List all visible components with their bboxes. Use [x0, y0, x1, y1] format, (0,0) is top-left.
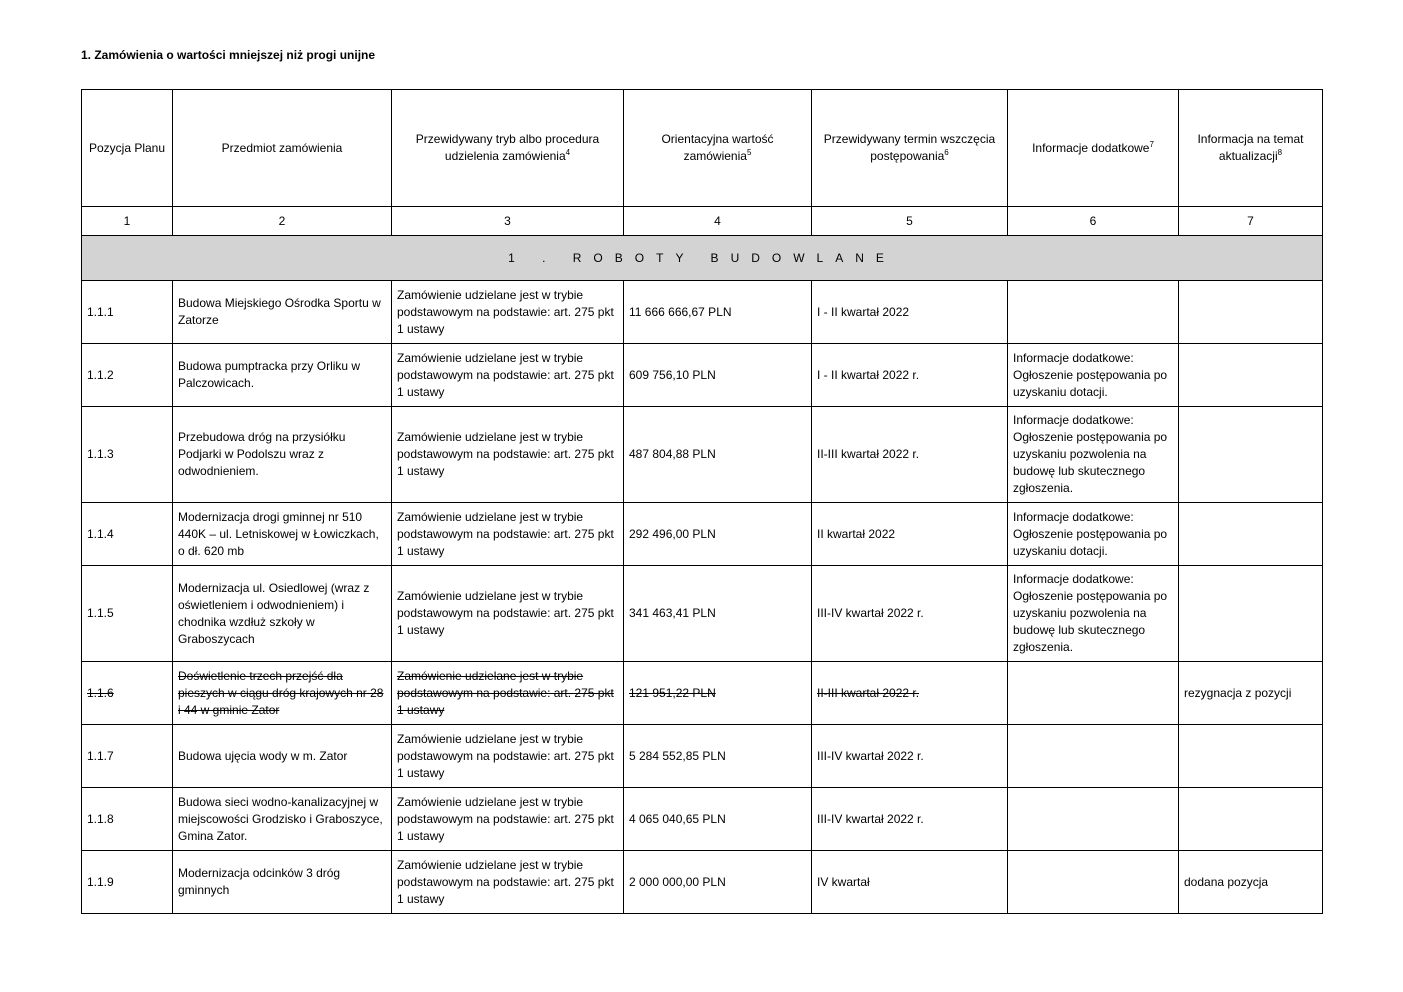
- cell-position: 1.1.8: [82, 788, 173, 851]
- cell-subject: Doświetlenie trzech przejść dla pieszych w ciągu dróg krajowych nr 28 i 44 w gminie Zator: [173, 662, 392, 725]
- cell-term: II kwartał 2022: [812, 503, 1008, 566]
- header-subject: Przedmiot zamówienia: [173, 90, 392, 207]
- header-term: Przewidywany termin wszczęcia postępowania$^6$: [812, 90, 1008, 207]
- header-row: [82, 90, 1323, 207]
- procurement-plan-table: [81, 89, 1323, 914]
- cell-value: 2 000 000,00 PLN: [624, 851, 812, 914]
- category-label: 1 . ROBOTY BUDOWLANE: [82, 236, 1323, 281]
- category-row: [82, 236, 1323, 281]
- cell-info: [1008, 788, 1179, 851]
- cell-mode: Zamówienie udzielane jest w trybie podstawowym na podstawie: art. 275 pkt 1 ustawy: [392, 407, 624, 503]
- header-info: Informacje dodatkowe$^7$: [1008, 90, 1179, 207]
- cell-position: 1.1.7: [82, 725, 173, 788]
- cell-mode: Zamówienie udzielane jest w trybie podstawowym na podstawie: art. 275 pkt 1 ustawy: [392, 281, 624, 344]
- cell-term: III-IV kwartał 2022 r.: [812, 725, 1008, 788]
- cell-term: IV kwartał: [812, 851, 1008, 914]
- table-row: [82, 566, 1323, 662]
- cell-position: 1.1.1: [82, 281, 173, 344]
- column-number: 2: [173, 207, 392, 236]
- table-row: [82, 344, 1323, 407]
- cell-info: [1008, 281, 1179, 344]
- table-row: [82, 503, 1323, 566]
- cell-update: [1179, 407, 1323, 503]
- cell-mode: Zamówienie udzielane jest w trybie podstawowym na podstawie: art. 275 pkt 1 ustawy: [392, 725, 624, 788]
- column-number: 7: [1179, 207, 1323, 236]
- cell-mode: Zamówienie udzielane jest w trybie podstawowym na podstawie: art. 275 pkt 1 ustawy: [392, 662, 624, 725]
- cell-position: 1.1.9: [82, 851, 173, 914]
- cell-value: 487 804,88 PLN: [624, 407, 812, 503]
- column-number: 4: [624, 207, 812, 236]
- cell-position: 1.1.2: [82, 344, 173, 407]
- cell-info: Informacje dodatkowe: Ogłoszenie postępowania po uzyskaniu pozwolenia na budowę lub skutecznego zgłoszenia.: [1008, 566, 1179, 662]
- cell-subject: Modernizacja drogi gminnej nr 510 440K – ul. Letniskowej w Łowiczkach, o dł. 620 mb: [173, 503, 392, 566]
- cell-info: Informacje dodatkowe: Ogłoszenie postępowania po uzyskaniu dotacji.: [1008, 503, 1179, 566]
- header-value: Orientacyjna wartość zamówienia$^5$: [624, 90, 812, 207]
- cell-subject: Budowa pumptracka przy Orliku w Palczowicach.: [173, 344, 392, 407]
- cell-mode: Zamówienie udzielane jest w trybie podstawowym na podstawie: art. 275 pkt 1 ustawy: [392, 503, 624, 566]
- cell-value: 341 463,41 PLN: [624, 566, 812, 662]
- cell-subject: Modernizacja odcinków 3 dróg gminnych: [173, 851, 392, 914]
- cell-info: [1008, 662, 1179, 725]
- cell-subject: Budowa sieci wodno-kanalizacyjnej w miejscowości Grodzisko i Graboszyce, Gmina Zator.: [173, 788, 392, 851]
- cell-info: Informacje dodatkowe: Ogłoszenie postępowania po uzyskaniu dotacji.: [1008, 344, 1179, 407]
- cell-term: I - II kwartał 2022: [812, 281, 1008, 344]
- header-update: Informacja na temat aktualizacji$^8$: [1179, 90, 1323, 207]
- column-number: 5: [812, 207, 1008, 236]
- cell-value: 121 951,22 PLN: [624, 662, 812, 725]
- cell-update: [1179, 566, 1323, 662]
- cell-position: 1.1.6: [82, 662, 173, 725]
- section-title: 1. Zamówienia o wartości mniejszej niż progi unijne: [81, 48, 376, 62]
- table-row: [82, 407, 1323, 503]
- cell-mode: Zamówienie udzielane jest w trybie podstawowym na podstawie: art. 275 pkt 1 ustawy: [392, 851, 624, 914]
- cell-update: [1179, 503, 1323, 566]
- cell-subject: Przebudowa dróg na przysiółku Podjarki w Podolszu wraz z odwodnieniem.: [173, 407, 392, 503]
- cell-mode: Zamówienie udzielane jest w trybie podstawowym na podstawie: art. 275 pkt 1 ustawy: [392, 566, 624, 662]
- cell-term: III-IV kwartał 2022 r.: [812, 566, 1008, 662]
- table-row: [82, 851, 1323, 914]
- cell-update: dodana pozycja: [1179, 851, 1323, 914]
- cell-info: [1008, 851, 1179, 914]
- cell-value: 11 666 666,67 PLN: [624, 281, 812, 344]
- cell-term: II-III kwartał 2022 r.: [812, 662, 1008, 725]
- cell-value: 292 496,00 PLN: [624, 503, 812, 566]
- cell-position: 1.1.3: [82, 407, 173, 503]
- column-number: 3: [392, 207, 624, 236]
- cell-term: III-IV kwartał 2022 r.: [812, 788, 1008, 851]
- cell-value: 5 284 552,85 PLN: [624, 725, 812, 788]
- table-row: [82, 662, 1323, 725]
- cell-subject: Budowa ujęcia wody w m. Zator: [173, 725, 392, 788]
- cell-update: [1179, 725, 1323, 788]
- column-number: 1: [82, 207, 173, 236]
- cell-update: [1179, 281, 1323, 344]
- column-number: 6: [1008, 207, 1179, 236]
- cell-term: I - II kwartał 2022 r.: [812, 344, 1008, 407]
- header-position: Pozycja Planu: [82, 90, 173, 207]
- header-mode: Przewidywany tryb albo procedura udzielenia zamówienia$^4$: [392, 90, 624, 207]
- table-row: [82, 725, 1323, 788]
- cell-subject: Modernizacja ul. Osiedlowej (wraz z oświetleniem i odwodnieniem) i chodnika wzdłuż szkoły w Graboszycach: [173, 566, 392, 662]
- cell-info: Informacje dodatkowe: Ogłoszenie postępowania po uzyskaniu pozwolenia na budowę lub skutecznego zgłoszenia.: [1008, 407, 1179, 503]
- table-row: [82, 788, 1323, 851]
- cell-term: II-III kwartał 2022 r.: [812, 407, 1008, 503]
- cell-subject: Budowa Miejskiego Ośrodka Sportu w Zatorze: [173, 281, 392, 344]
- cell-update: rezygnacja z pozycji: [1179, 662, 1323, 725]
- column-number-row: [82, 207, 1323, 236]
- cell-update: [1179, 788, 1323, 851]
- cell-mode: Zamówienie udzielane jest w trybie podstawowym na podstawie: art. 275 pkt 1 ustawy: [392, 788, 624, 851]
- cell-value: 609 756,10 PLN: [624, 344, 812, 407]
- cell-position: 1.1.5: [82, 566, 173, 662]
- cell-mode: Zamówienie udzielane jest w trybie podstawowym na podstawie: art. 275 pkt 1 ustawy: [392, 344, 624, 407]
- cell-value: 4 065 040,65 PLN: [624, 788, 812, 851]
- table-row: [82, 281, 1323, 344]
- cell-position: 1.1.4: [82, 503, 173, 566]
- cell-info: [1008, 725, 1179, 788]
- cell-update: [1179, 344, 1323, 407]
